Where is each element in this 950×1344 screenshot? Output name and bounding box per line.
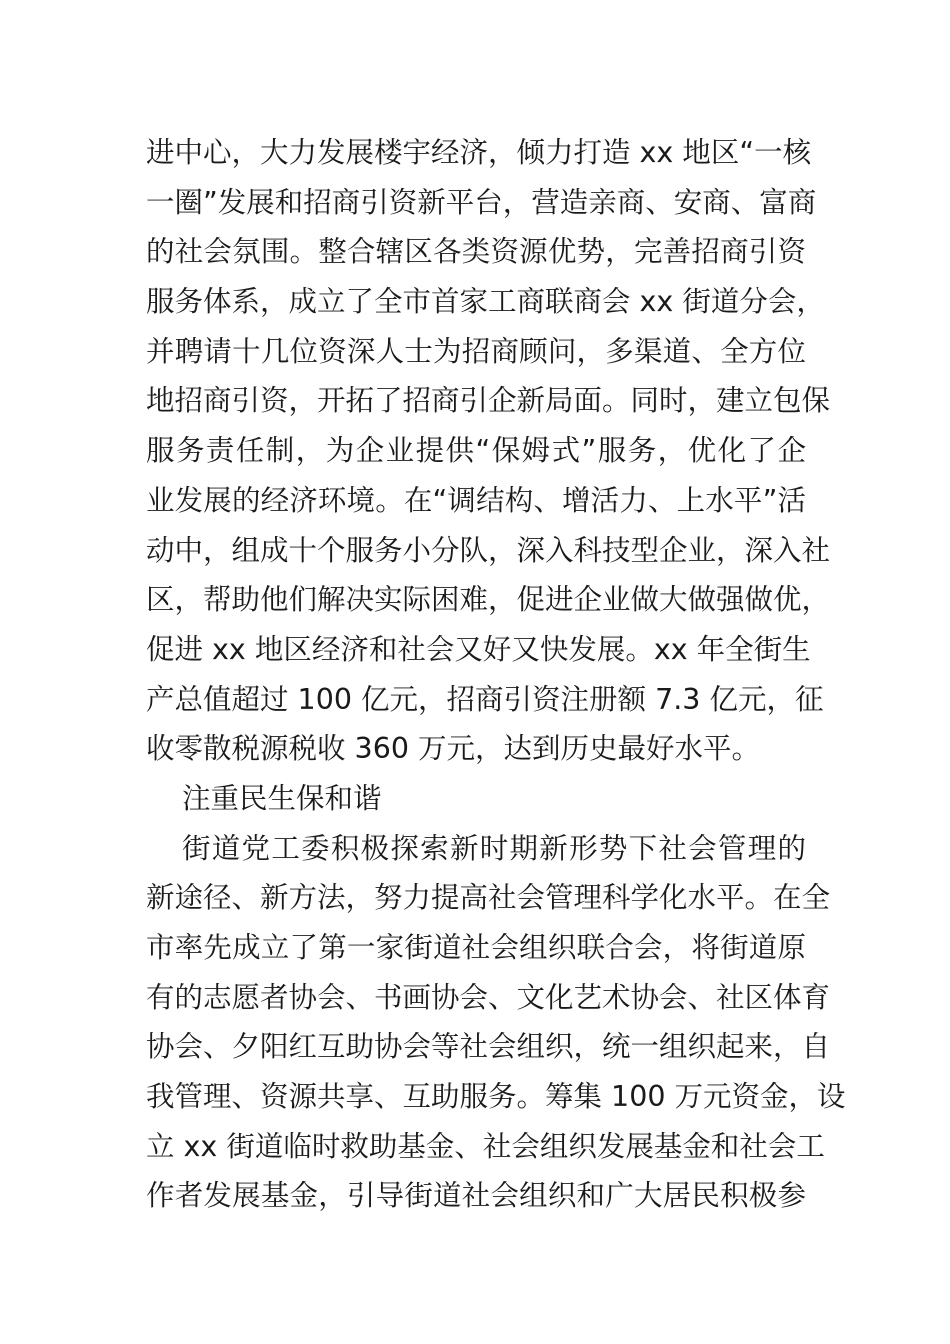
text-line: 服务责任制，为企业提供“保姆式”服务，优化了企 xyxy=(146,434,806,468)
text-line: 我管理、资源共享、互助服务。筹集 100 万元资金，设 xyxy=(146,1080,846,1114)
text-line: 服务体系，成立了全市首家工商联商会 xx 街道分会， xyxy=(146,285,825,319)
text-line: 市率先成立了第一家街道社会组织联合会，将街道原 xyxy=(146,931,806,964)
text-line: 动中，组成十个服务小分队，深入科技型企业，深入社 xyxy=(146,533,831,567)
text-line: 一圈”发展和招商引资新平台，营造亲商、安商、富商 xyxy=(146,185,817,219)
text-line: 新途径、新方法，努力提高社会管理科学化水平。在全 xyxy=(146,881,831,915)
paragraph-economy xyxy=(146,128,831,774)
text-line: 协会、夕阳红互助协会等社会组织，统一组织起来，自 xyxy=(146,1030,831,1064)
text-line: 收零散税源税收 360 万元，达到历史最好水平。 xyxy=(146,732,761,766)
document-body xyxy=(146,128,846,1221)
text-line: 进中心，大力发展楼宇经济，倾力打造 xx 地区“一核 xyxy=(146,136,812,169)
section-heading: 注重民生保和谐 xyxy=(182,781,382,815)
text-line: 地招商引资，开拓了招商引企新局面。同时，建立包保 xyxy=(146,384,831,418)
paragraph-livelihood xyxy=(146,824,846,1222)
text-line: 立 xx 街道临时救助基金、社会组织发展基金和社会工 xyxy=(146,1129,825,1163)
text-line: 并聘请十几位资深人士为招商顾问，多渠道、全方位 xyxy=(146,334,806,368)
text-line: 的社会氛围。整合辖区各类资源优势，完善招商引资 xyxy=(146,235,806,269)
text-line: 产总值超过 100 亿元，招商引资注册额 7.3 亿元，征 xyxy=(146,682,824,716)
text-line: 有的志愿者协会、书画协会、文化艺术协会、社区体育 xyxy=(146,980,831,1014)
text-line: 区，帮助他们解决实际困难，促进企业做大做强做优， xyxy=(146,583,831,617)
text-line: 街道党工委积极探索新时期新形势下社会管理的 xyxy=(182,831,806,865)
text-line: 业发展的经济环境。在“调结构、增活力、上水平”活 xyxy=(146,483,806,517)
text-line: 促进 xx 地区经济和社会又好又快发展。xx 年全街生 xyxy=(146,632,811,666)
text-line: 作者发展基金，引导街道社会组织和广大居民积极参 xyxy=(146,1179,806,1213)
